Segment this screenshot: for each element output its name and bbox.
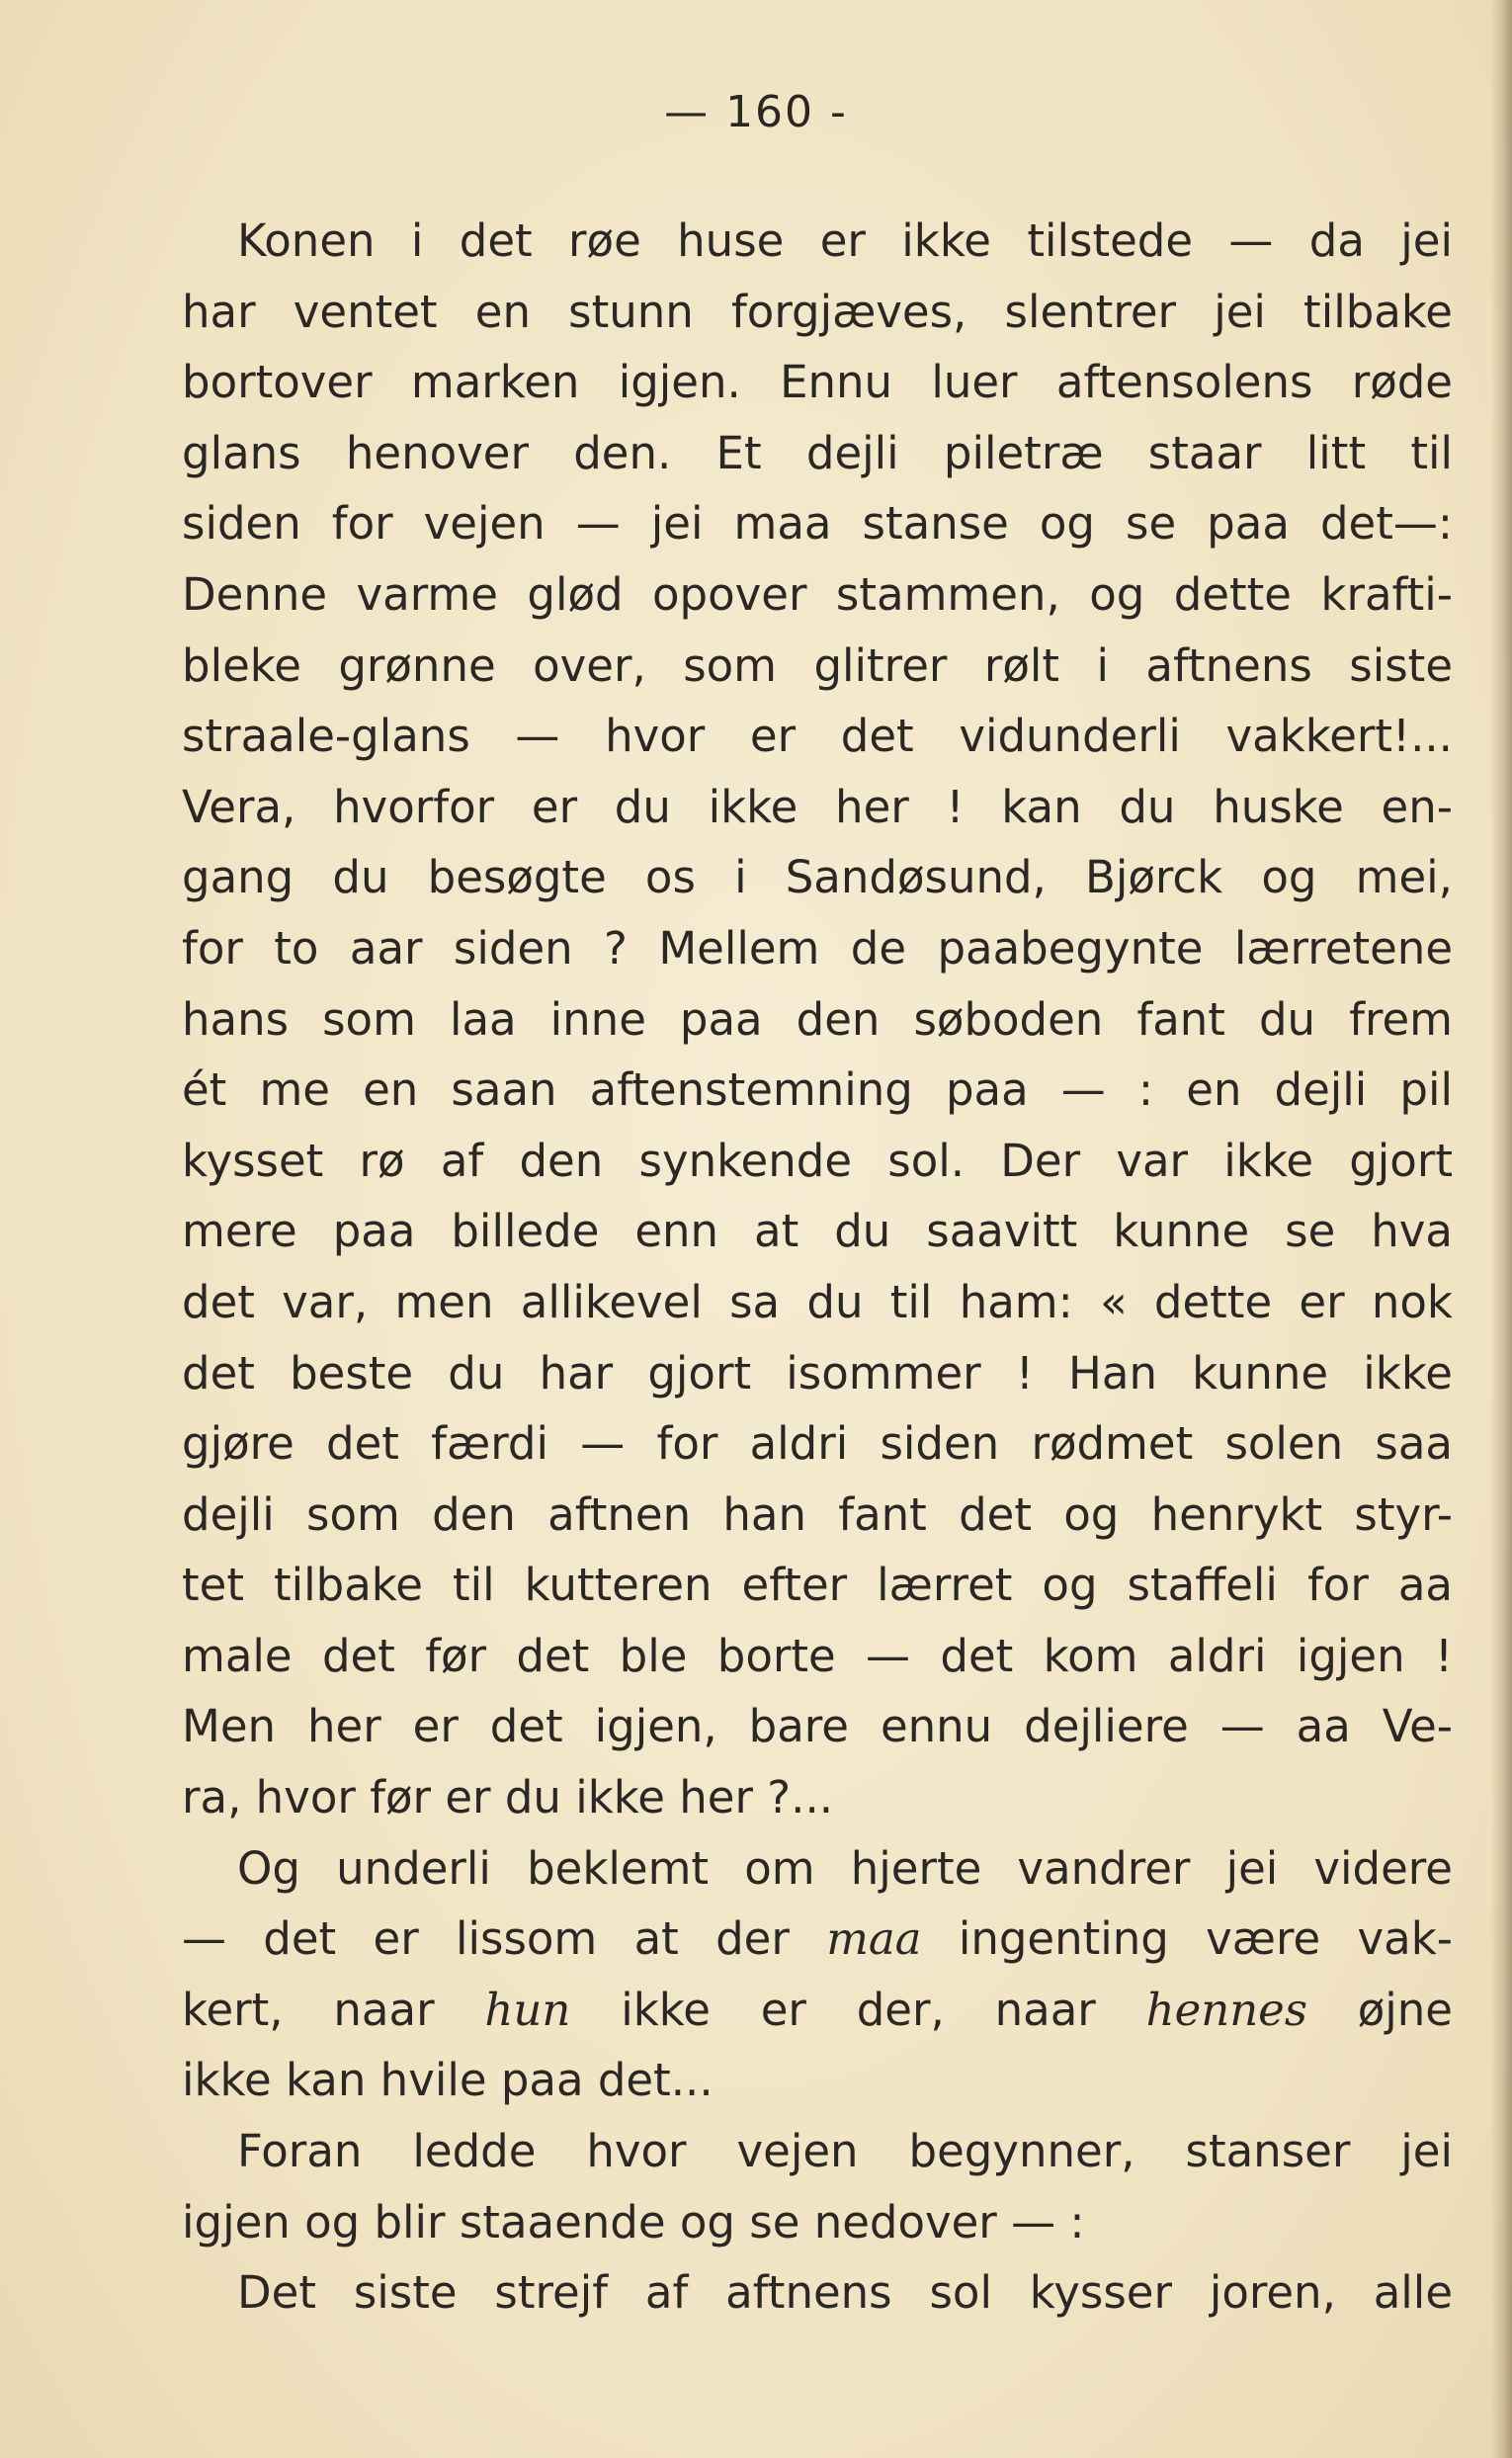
text-line: det beste du har gjort isommer ! Han kunne ikke bbox=[182, 1346, 1453, 1399]
text-line: hans som laa inne paa den søboden fant du frem bbox=[182, 992, 1453, 1046]
text-line: ikke kan hvile paa det... bbox=[182, 2054, 714, 2107]
text-line-with-italic bbox=[182, 1904, 1453, 1975]
text-line: Det siste strejf af aftnens sol kysser joren, alle bbox=[237, 2266, 1453, 2320]
text-line: dejli som den aftnen han fant det og henrykt styr- bbox=[182, 1487, 1453, 1541]
text-line: straale-glans — hvor er det vidunderli vakkert!... bbox=[182, 710, 1453, 763]
page-edge-shadow bbox=[1490, 0, 1512, 2458]
text-line: Men her er det igjen, bare ennu dejliere — aa Ve- bbox=[182, 1700, 1453, 1753]
text-line: bortover marken igjen. Ennu luer aftensolens røde bbox=[182, 356, 1453, 409]
text-line: igjen og blir staaende og se nedover — : bbox=[182, 2195, 1085, 2248]
text-line: har ventet en stunn forgjæves, slentrer jei tilbake bbox=[182, 285, 1453, 338]
emphasis-text: maa bbox=[826, 1912, 922, 1966]
emphasis-text: hennes bbox=[1145, 1983, 1307, 2036]
text-segment: ingenting være vak- bbox=[958, 1912, 1453, 1966]
text-segment: øjne bbox=[1357, 1983, 1453, 2036]
text-line: Denne varme glød opover stammen, og dette krafti- bbox=[182, 567, 1453, 621]
text-line: tet tilbake til kutteren efter lærret og staffeli for aa bbox=[182, 1559, 1453, 1612]
text-line: kysset rø af den synkende sol. Der var ikke gjort bbox=[182, 1134, 1453, 1187]
text-line: Foran ledde hvor vejen begynner, stanser jei bbox=[237, 2125, 1453, 2178]
text-line: Konen i det røe huse er ikke tilstede — da jei bbox=[237, 214, 1453, 267]
text-line-with-italic bbox=[182, 1975, 1453, 2046]
text-line: siden for vejen — jei maa stanse og se paa det—: bbox=[182, 497, 1453, 551]
text-line: gjøre det færdi — for aldri siden rødmet solen saa bbox=[182, 1417, 1453, 1471]
text-line: det var, men allikevel sa du til ham: « dette er nok bbox=[182, 1275, 1453, 1328]
body-text bbox=[182, 206, 1453, 2329]
text-line: Og underli beklemt om hjerte vandrer jei videre bbox=[237, 1841, 1453, 1895]
page-number: — 160 - bbox=[664, 87, 848, 137]
text-line: glans henover den. Et dejli piletræ staar litt til bbox=[182, 426, 1453, 479]
text-line: Vera, hvorfor er du ikke her ! kan du huske en- bbox=[182, 780, 1453, 833]
text-segment: ikke er der, naar bbox=[621, 1983, 1096, 2036]
text-line: bleke grønne over, som glitrer rølt i aftnens siste bbox=[182, 638, 1453, 692]
text-line: ra, hvor før er du ikke her ?... bbox=[182, 1771, 834, 1824]
emphasis-text: hun bbox=[484, 1983, 571, 2036]
text-line: gang du besøgte os i Sandøsund, Bjørck og mei, bbox=[182, 851, 1453, 904]
text-line: ét me en saan aftenstemning paa — : en dejli pil bbox=[182, 1063, 1453, 1117]
text-segment: — det er lissom at der bbox=[182, 1912, 790, 1966]
text-segment: kert, naar bbox=[182, 1983, 435, 2036]
text-line: mere paa billede enn at du saavitt kunne se hva bbox=[182, 1205, 1453, 1258]
text-line: male det før det ble borte — det kom aldri igjen ! bbox=[182, 1629, 1453, 1682]
text-line: for to aar siden ? Mellem de paabegynte lærretene bbox=[182, 921, 1453, 975]
